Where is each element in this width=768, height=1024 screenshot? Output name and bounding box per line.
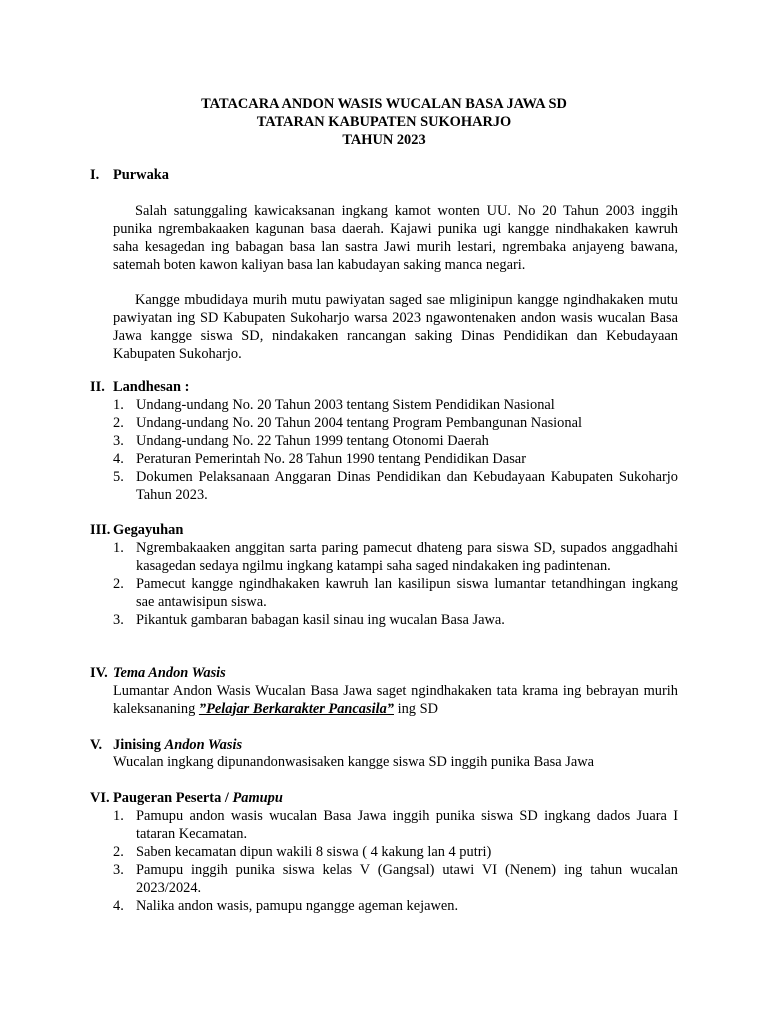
section-title: Landhesan : <box>113 379 190 395</box>
section-1-paragraph-2: Kangge mbudidaya murih mutu pawiyatan saged sae mliginipun kangge ngindhakaken mutu pawiyatan ing SD Kabupaten Sukoharjo warsa 2023 ngawontenaken andon wasis wucalan Basa Jawa kangge siswa SD, nindakaken rancangan saking Dinas Pendidikan dan Kebudayaan Kabupaten Sukoharjo. <box>113 292 678 362</box>
list-item <box>113 450 678 468</box>
list-text: Nalika andon wasis, pamupu ngangge ageman kejawen. <box>136 898 459 914</box>
list-number: 1. <box>113 540 124 556</box>
section-3-heading <box>90 521 678 539</box>
section-1-heading <box>90 166 678 184</box>
section-title: Purwaka <box>113 167 169 183</box>
title-line-2: TATARAN KABUPATEN SUKOHARJO <box>256 114 512 130</box>
list-text: Dokumen Pelaksanaan Anggaran Dinas Pendidikan dan Kebudayaan Kabupaten Sukoharjo Tahun 2023. <box>136 469 678 503</box>
section-1-paragraph-1: Salah satunggaling kawicaksanan ingkang kamot wonten UU. No 20 Tahun 2003 inggih punika ngrembakaaken kagunan basa daerah. Kajawi punika ugi kangge nindhakaken kawruh saha kesagedan ing babagan basa lan sastra Jawi murih lestari, ngrembaka anjayeng bawana, satemah boten kawon kaliyan basa lan kabudayan saking manca negari. <box>113 203 678 273</box>
list-item <box>113 807 678 843</box>
list-item <box>113 861 678 897</box>
section-2-list <box>113 396 678 504</box>
section-4-heading <box>90 664 678 682</box>
emphasized-phrase: ”Pelajar Berkarakter Pancasila” <box>198 701 394 717</box>
section-6-list <box>113 807 678 915</box>
list-text: Undang-undang No. 20 Tahun 2004 tentang Program Pembangunan Nasional <box>136 415 582 431</box>
list-number: 3. <box>113 433 124 449</box>
list-text: Saben kecamatan dipun wakili 8 siswa ( 4 kakung lan 4 putri) <box>136 844 492 860</box>
section-title: Tema Andon Wasis <box>113 665 226 681</box>
section-2-heading <box>90 378 678 396</box>
section-number: IV. <box>90 665 108 681</box>
section-number: III. <box>90 522 111 538</box>
section-title-italic: Andon Wasis <box>164 737 243 753</box>
paragraph-text-end: ing SD <box>394 701 438 717</box>
list-text: Ngrembakaaken anggitan sarta paring pamecut dhateng para siswa SD, supados anggadhahi kasagedan sedaya ngilmu ingkang katampi saha saged nindakaken ing padintenan. <box>136 540 678 574</box>
list-number: 2. <box>113 844 124 860</box>
document-title <box>90 95 678 149</box>
section-title-italic: Pamupu <box>232 790 283 806</box>
list-item <box>113 414 678 432</box>
section-number: I. <box>90 167 100 183</box>
list-item <box>113 396 678 414</box>
title-line-1: TATACARA ANDON WASIS WUCALAN BASA JAWA SD <box>201 96 567 112</box>
list-text: Pamupu inggih punika siswa kelas V (Gangsal) utawi VI (Nenem) ing tahun wucalan 2023/2024. <box>136 862 678 896</box>
section-6-heading <box>90 789 678 807</box>
list-text: Undang-undang No. 22 Tahun 1999 tentang Otonomi Daerah <box>136 433 489 449</box>
section-3-list <box>113 539 678 629</box>
list-text: Pamecut kangge ngindhakaken kawruh lan kasilipun siswa lumantar tetandhingan ingkang sae antawisipun siswa. <box>136 576 678 610</box>
list-number: 2. <box>113 415 124 431</box>
list-number: 5. <box>113 469 124 485</box>
section-number: VI. <box>90 790 110 806</box>
list-text: Pamupu andon wasis wucalan Basa Jawa inggih punika siswa SD ingkang dados Juara I tataran Kecamatan. <box>136 808 678 842</box>
list-number: 2. <box>113 576 124 592</box>
list-number: 3. <box>113 862 124 878</box>
section-title: Jinising <box>113 737 165 753</box>
list-text: Peraturan Pemerintah No. 28 Tahun 1990 tentang Pendidikan Dasar <box>136 451 526 467</box>
paragraph-text: Lumantar Andon Wasis Wucalan Basa Jawa saget ngindhakaken tata krama ing bebrayan murih kaleksananing <box>113 683 678 717</box>
list-number: 1. <box>113 808 124 824</box>
section-5-heading <box>90 736 678 754</box>
title-line-3: TAHUN 2023 <box>342 132 426 148</box>
list-item <box>113 468 678 504</box>
list-number: 4. <box>113 451 124 467</box>
section-title: Paugeran Peserta / <box>113 790 233 806</box>
list-item <box>113 843 678 861</box>
list-number: 1. <box>113 397 124 413</box>
list-text: Pikantuk gambaran babagan kasil sinau ing wucalan Basa Jawa. <box>136 612 505 628</box>
list-item <box>113 575 678 611</box>
section-5-paragraph: Wucalan ingkang dipunandonwasisaken kangge siswa SD inggih punika Basa Jawa <box>113 754 595 770</box>
list-text: Undang-undang No. 20 Tahun 2003 tentang Sistem Pendidikan Nasional <box>136 397 555 413</box>
list-number: 3. <box>113 612 124 628</box>
section-4-paragraph <box>113 682 678 718</box>
section-number: V. <box>90 737 103 753</box>
section-number: II. <box>90 379 105 395</box>
list-item <box>113 611 678 629</box>
list-number: 4. <box>113 898 124 914</box>
list-item <box>113 897 678 915</box>
section-title: Gegayuhan <box>113 522 184 538</box>
list-item <box>113 432 678 450</box>
list-item <box>113 539 678 575</box>
